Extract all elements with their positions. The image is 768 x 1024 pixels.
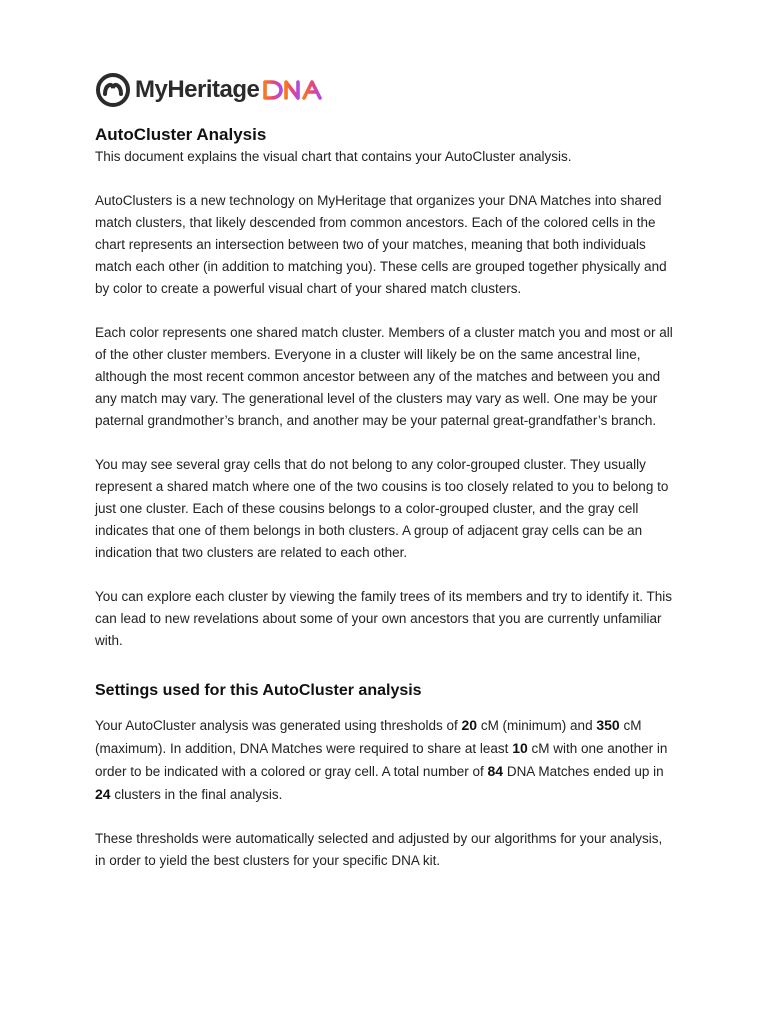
settings-text-2: cM (minimum) and [477,718,597,733]
settings-text-1: Your AutoCluster analysis was generated using thresholds of [95,718,462,733]
settings-paragraph [95,714,675,806]
cluster-count-value: 24 [95,786,111,802]
match-count-value: 84 [487,763,504,779]
myheritage-logo-icon [95,72,131,108]
settings-heading: Settings used for this AutoCluster analysis [95,682,422,699]
settings-text-3: cM (maximum). In addition, DNA Matches were required to share at least [95,718,642,756]
document-page [95,72,675,872]
settings-text-5: DNA Matches ended up in [503,764,664,779]
dna-letters-icon [262,78,326,102]
paragraph-autoclusters: AutoClusters is a new technology on MyHeritage that organizes your DNA Matches into shared match clusters, that likely descended from common ancestors. Each of the colored cells in the chart represents an intersection between two of your matches, meaning that both individuals match each other (in addition to matching you). These cells are grouped together physically and by color to create a powerful visual chart of your shared match clusters. [95,193,667,296]
shared-cm-value: 10 [512,740,528,756]
max-cm-value: 350 [596,717,620,733]
logo-brand-text: MyHeritage [135,76,260,103]
settings-closing-paragraph: These thresholds were automatically selected and adjusted by our algorithms for your analysis, in order to yield the best clusters for your specific DNA kit. [95,831,663,868]
page-title: AutoCluster Analysis [95,125,267,144]
logo-dna-mark [262,78,326,102]
paragraph-gray-cells: You may see several gray cells that do not belong to any color-grouped cluster. They usually represent a shared match where one of the two cousins is too closely related to you to belong to just one cluster. Each of these cousins belongs to a color-grouped cluster, and the gray cell indicates that one of them belongs in both clusters. A group of adjacent gray cells can be an indication that two clusters are related to each other. [95,457,669,560]
myheritage-dna-logo [95,72,675,108]
paragraph-colors: Each color represents one shared match cluster. Members of a cluster match you and most or all of the other cluster members. Everyone in a cluster will likely be on the same ancestral line, although the most recent common ancestor between any of the matches and between you and any match may vary. The generational level of the clusters may vary as well. One may be your paternal grandmother’s branch, and another may be your paternal great-grandfather’s branch. [95,325,673,428]
settings-text-6: clusters in the final analysis. [110,787,283,802]
intro-paragraph: This document explains the visual chart that contains your AutoCluster analysis. [95,149,572,164]
min-cm-value: 20 [461,717,478,733]
settings-text-4: cM with one another in order to be indicated with a colored or gray cell. A total number of [95,741,668,779]
paragraph-explore: You can explore each cluster by viewing the family trees of its members and try to identify it. This can lead to new revelations about some of your own ancestors that you are currently unfamiliar with. [95,589,673,648]
